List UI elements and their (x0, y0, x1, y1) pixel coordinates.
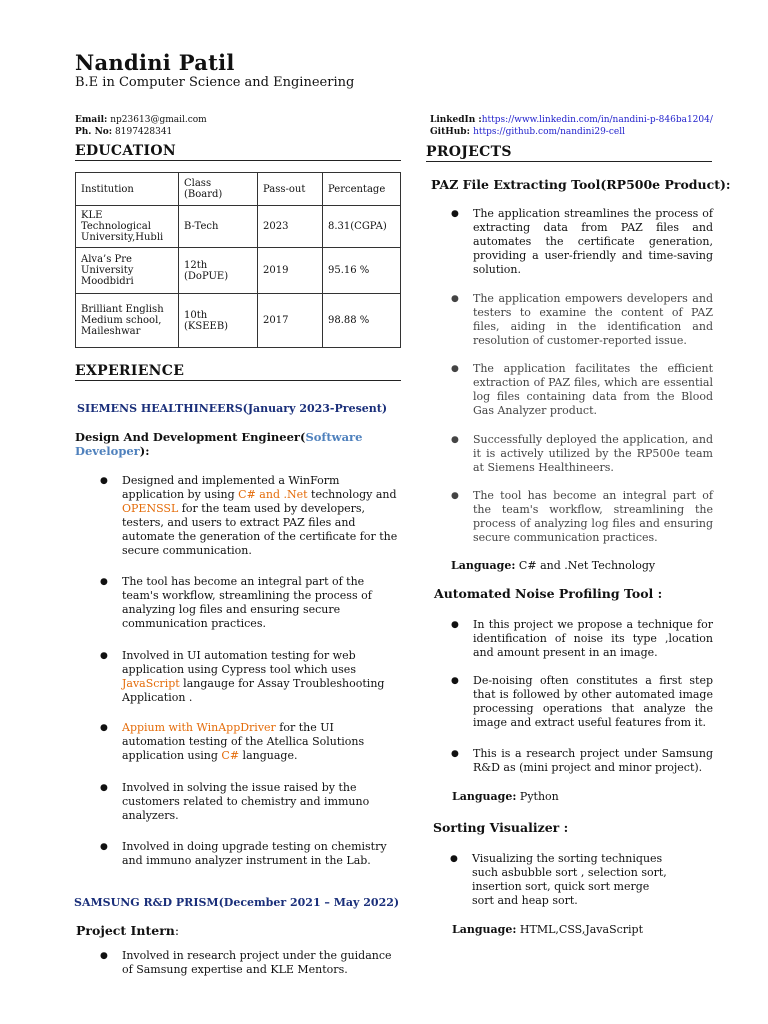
text: Successfully deployed the application, and it is actively utilized by the RP500e team at Siemens Healthineers. (473, 433, 713, 474)
linkedin-label: LinkedIn : (430, 115, 482, 125)
cell-institution: KLE Technological University,Hubli (76, 206, 179, 248)
language-label: Language: (452, 923, 517, 936)
samsung-bullet-1 (100, 949, 400, 977)
bullet-icon: ● (100, 651, 108, 661)
cell-passout: 2023 (258, 206, 323, 248)
role-suffix: ): (139, 444, 150, 458)
noise-language (452, 790, 559, 803)
cell-class: B-Tech (179, 206, 258, 248)
col-passout: Pass-out (258, 173, 323, 206)
email-label: Email: (75, 115, 108, 125)
language-label: Language: (451, 559, 516, 572)
noise-bullet-2 (451, 674, 713, 730)
samsung-company: SAMSUNG R&D PRISM(December 2021 – May 2022) (74, 896, 400, 909)
experience-rule (75, 380, 401, 381)
text: The application streamlines the process of extracting data from PAZ files and automates the certificate generation, providing a user-friendly and time-saving solution. (473, 207, 713, 276)
bullet-icon: ● (451, 435, 459, 445)
highlight: JavaScript (122, 677, 180, 690)
bullet-icon: ● (451, 620, 459, 630)
candidate-name: Nandini Patil (75, 50, 235, 75)
cell-class: 10th (KSEEB) (179, 294, 258, 348)
projects-heading: PROJECTS (426, 144, 512, 160)
text: In this project we propose a technique for identification of noise its type ,location and amount present in an image. (473, 618, 713, 659)
role-highlight: Software Developer (75, 430, 363, 458)
text: The tool has become an integral part of the team's workflow, streamlining the process of analyzing log files and ensuring secure communication practices. (122, 575, 372, 630)
highlight: OPENSSL (122, 502, 179, 515)
paz-bullet-4 (451, 433, 713, 475)
text: This is a research project under Samsung R&D as (mini project and minor project). (473, 747, 713, 774)
cell-institution: Brilliant English Medium school, Maileshwar (76, 294, 179, 348)
phone-value: 8197428341 (115, 127, 173, 137)
cell-percentage: 8.31(CGPA) (323, 206, 401, 248)
cell-percentage: 98.88 % (323, 294, 401, 348)
bullet-icon: ● (100, 951, 108, 961)
bullet-icon: ● (451, 491, 459, 501)
table-row (76, 206, 401, 248)
text: Involved in solving the issue raised by the customers related to chemistry and immuno analyzers. (122, 781, 370, 822)
education-heading: EDUCATION (75, 143, 176, 159)
education-table (75, 172, 401, 348)
bullet-icon: ● (100, 723, 108, 733)
language-value: C# and .Net Technology (515, 559, 656, 572)
paz-bullet-5 (451, 489, 713, 545)
bullet-icon: ● (100, 783, 108, 793)
text: Involved in doing upgrade testing on chemistry and immuno analyzer instrument in the Lab. (122, 840, 387, 867)
text: The application empowers developers and testers to examine the content of PAZ files, aiding in the identification and resolution of customer-reported issue. (473, 292, 713, 347)
role-prefix: Design And Development Engineer( (75, 430, 306, 444)
bullet-icon: ● (100, 577, 108, 587)
paz-language (451, 559, 655, 572)
highlight: Appium with WinAppDriver (122, 721, 276, 734)
text: The tool has become an integral part of the team's workflow, streamlining the process of analyzing log files and ensuring secure communication practices. (473, 489, 713, 544)
paz-project-title: PAZ File Extracting Tool(RP500e Product): (431, 177, 731, 192)
table-header-row (76, 173, 401, 206)
siemens-company: SIEMENS HEALTHINEERS(January 2023-Present) (77, 402, 388, 415)
bullet-icon: ● (451, 364, 459, 374)
bullet-icon: ● (100, 476, 108, 486)
samsung-role (76, 923, 179, 938)
phone-label: Ph. No: (75, 127, 113, 137)
paz-bullet-3 (451, 362, 713, 418)
contact-right (430, 114, 713, 138)
highlight: C# (221, 749, 240, 762)
siemens-role (75, 430, 375, 458)
paz-bullet-2 (451, 292, 713, 348)
cell-passout: 2017 (258, 294, 323, 348)
cell-class: 12th (DoPUE) (179, 248, 258, 294)
education-rule (75, 160, 401, 161)
bullet-icon: ● (451, 294, 459, 304)
siemens-bullet-6 (100, 840, 400, 868)
github-label: GitHub: (430, 127, 474, 137)
bullet-icon: ● (451, 209, 459, 219)
table-row (76, 294, 401, 348)
language-value: Python (516, 790, 559, 803)
text: langauge for Assay Troubleshooting Application . (122, 677, 385, 704)
projects-rule (426, 161, 712, 162)
text: De-noising often constitutes a first step that is followed by other automated image processing operations that analyze the image and extract useful features from it. (473, 674, 713, 729)
cell-passout: 2019 (258, 248, 323, 294)
role-suffix: : (174, 923, 180, 938)
text: Involved in UI automation testing for web application using Cypress tool which uses (122, 649, 356, 676)
language-label: Language: (452, 790, 517, 803)
text: The application facilitates the efficient extraction of PAZ files, which are essential log files containing data from the Blood Gas Analyzer product. (473, 362, 713, 417)
bullet-icon: ● (451, 676, 459, 686)
bullet-icon: ● (450, 854, 458, 864)
linkedin-link[interactable]: https://www.linkedin.com/in/nandini-p-846ba1204/ (481, 115, 713, 125)
language-value: HTML,CSS,JavaScript (516, 923, 644, 936)
text: for the team used by developers, testers, and users to extract PAZ files and automate the generation of the certificate for the secure communication. (122, 502, 398, 557)
role-title: Project Intern (76, 923, 175, 938)
degree: B.E in Computer Science and Engineering (75, 75, 355, 90)
bullet-icon: ● (451, 749, 459, 759)
text: technology and (307, 488, 397, 501)
cell-institution: Alva’s Pre University Moodbidri (76, 248, 179, 294)
siemens-bullet-1 (100, 474, 400, 558)
siemens-bullet-4 (100, 721, 400, 763)
noise-project-title: Automated Noise Profiling Tool : (434, 586, 663, 601)
siemens-bullet-2 (100, 575, 400, 631)
text: Designed and implemented a WinForm application by using (122, 474, 340, 501)
sorting-project-title: Sorting Visualizer : (433, 820, 569, 835)
col-percentage: Percentage (323, 173, 401, 206)
bullet-icon: ● (100, 842, 108, 852)
noise-bullet-1 (451, 618, 713, 660)
siemens-bullet-3 (100, 649, 400, 705)
col-institution: Institution (76, 173, 179, 206)
contact-left (75, 114, 207, 138)
email-value: np23613@gmail.com (110, 115, 207, 125)
cell-percentage: 95.16 % (323, 248, 401, 294)
text: Visualizing the sorting techniques such asbubble sort , selection sort, insertion sort, quick sort merge sort and heap sort. (472, 852, 667, 907)
text: language. (239, 749, 298, 762)
text: for the UI automation testing of the Atellica Solutions application using (122, 721, 365, 762)
siemens-bullet-5 (100, 781, 400, 823)
paz-bullet-1 (451, 207, 713, 277)
col-class: Class (Board) (179, 173, 258, 206)
text: Involved in research project under the guidance of Samsung expertise and KLE Mentors. (122, 949, 392, 976)
experience-heading: EXPERIENCE (75, 363, 185, 379)
highlight: C# and .Net (238, 488, 308, 501)
noise-bullet-3 (451, 747, 713, 775)
sorting-language (452, 923, 643, 936)
sorting-bullet-1 (450, 852, 672, 908)
table-row (76, 248, 401, 294)
github-link[interactable]: https://github.com/nandini29-cell (473, 127, 625, 137)
